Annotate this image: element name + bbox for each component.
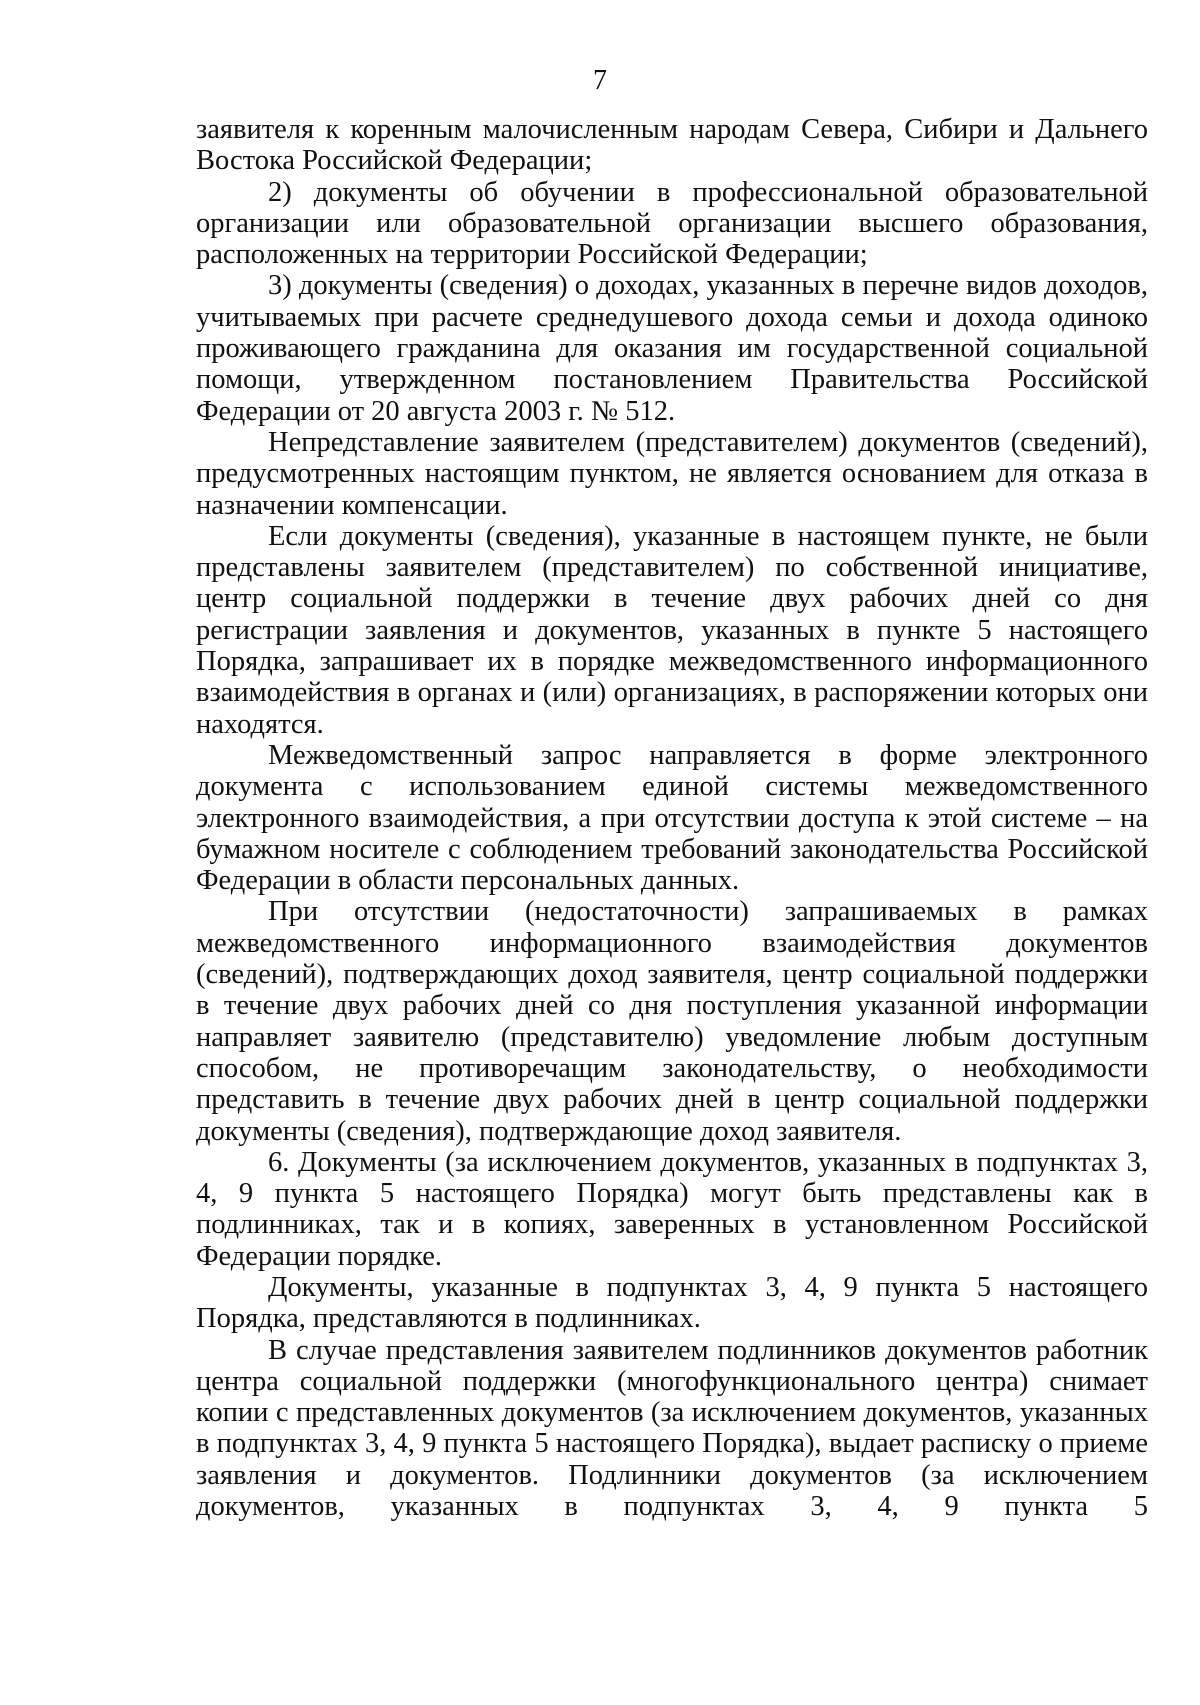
paragraph-originals: Документы, указанные в подпунктах 3, 4, 9 пункта 5 настоящего Порядка, представляются в подлинниках.: [196, 1271, 1148, 1335]
paragraph-item-3: 3) документы (сведения) о доходах, указанных в перечне видов доходов, учитываемых при расчете среднедушевого дохода семьи и дохода одиноко проживающего гражданина для оказания им государственной социальной помощи, утвержденном постановлением Правительства Российской Федерации от 20 августа 2003 г. № 512.: [196, 270, 1148, 427]
page-number: 7: [593, 65, 607, 96]
paragraph-copies: В случае представления заявителем подлинников документов работник центра социальной поддержки (многофункционального центра) снимает копии с представленных документов (за исключением документов, указанных в подпунктах 3, 4, 9 пункта 5 настоящего Порядка), выдает расписку о приеме заявления и документов. Подлинники документов (за исключением документов, указанных в подпунктах 3, 4, 9 пункта 5: [196, 1334, 1148, 1523]
paragraph-item-6: 6. Документы (за исключением документов, указанных в подпунктах 3, 4, 9 пункта 5 настоящего Порядка) могут быть представлены как в подлинниках, так и в копиях, заверенных в установленном Российской Федерации порядке.: [196, 1146, 1148, 1272]
paragraph-missing-data: При отсутствии (недостаточности) запрашиваемых в рамках межведомственного информационного взаимодействия документов (сведений), подтверждающих доход заявителя, центр социальной поддержки в течение двух рабочих дней со дня поступления указанной информации направляет заявителю (представителю) уведомление любым доступным способом, не противоречащим законодательству, о необходимости представить в течение двух рабочих дней в центр социальной поддержки документы (сведения), подтверждающие доход заявителя.: [196, 896, 1148, 1147]
paragraph-non-submission: Непредставление заявителем (представителем) документов (сведений), предусмотренных настоящим пунктом, не является основанием для отказа в назначении компенсации.: [196, 426, 1148, 521]
paragraph-request-documents: Если документы (сведения), указанные в настоящем пункте, не были представлены заявителем (представителем) по собственной инициативе, центр социальной поддержки в течение двух рабочих дней со дня регистрации заявления и документов, указанных в пункте 5 настоящего Порядка, запрашивает их в порядке межведомственного информационного взаимодействия в органах и (или) организациях, в распоряжении которых они находятся.: [196, 520, 1148, 740]
document-body: [196, 114, 1148, 1522]
paragraph-continuation: заявителя к коренным малочисленным народам Севера, Сибири и Дальнего Востока Российской Федерации;: [196, 114, 1148, 177]
paragraph-item-2: 2) документы об обучении в профессиональной образовательной организации или образовательной организации высшего образования, расположенных на территории Российской Федерации;: [196, 176, 1148, 271]
paragraph-interagency-request: Межведомственный запрос направляется в форме электронного документа с использованием единой системы межведомственного электронного взаимодействия, а при отсутствии доступа к этой системе – на бумажном носителе с соблюдением требований законодательства Российской Федерации в области персональных данных.: [196, 739, 1148, 897]
